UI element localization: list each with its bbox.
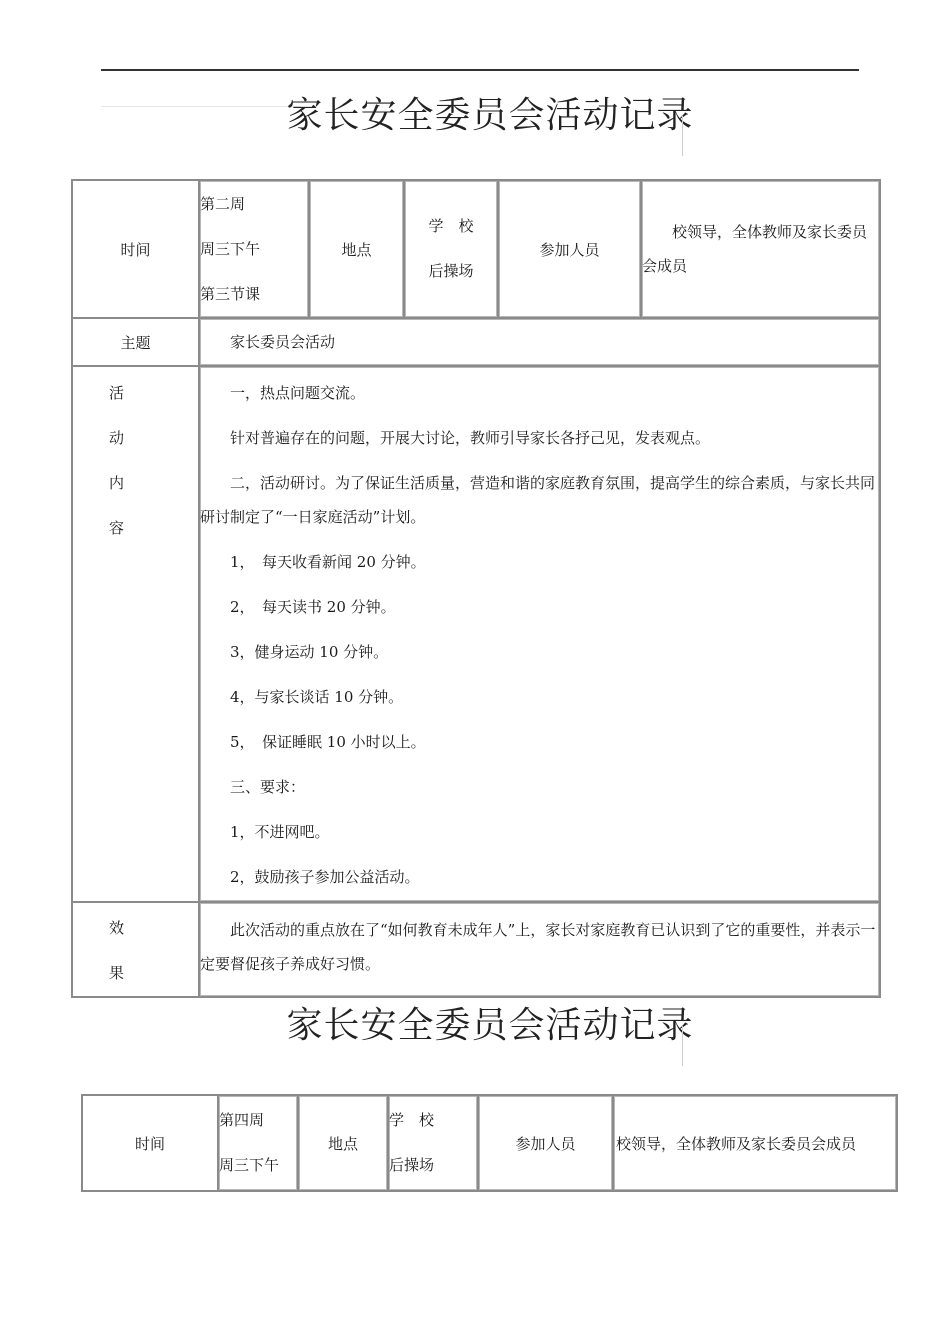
- place-line: 学 校: [428, 217, 474, 235]
- content-paragraph: 2，鼓励孩子参加公益活动。: [230, 868, 420, 886]
- content-paragraph: 一，热点问题交流。: [230, 384, 366, 402]
- time-line: 第四周: [219, 1111, 265, 1129]
- participants-label: 参加人员: [478, 1095, 613, 1191]
- content-paragraph: 2， 每天读书 20 分钟。: [230, 598, 396, 616]
- effect-text: 此次活动的重点放在了“如何教育未成年人”上，家长对家庭教育已认识到了它的重要性，并表示一定要督促孩子养成好习惯。: [200, 921, 876, 973]
- title-cursor-mark: [682, 116, 683, 156]
- participants-text: 校领导，全体教师及家长委员会成员: [642, 223, 868, 275]
- place-line: 学 校: [389, 1111, 435, 1129]
- content-value: [199, 366, 880, 902]
- place-value: [388, 1095, 478, 1191]
- second-activity-record-table: [81, 1094, 898, 1192]
- time-value: [218, 1095, 298, 1191]
- title-cursor-mark: [682, 1026, 683, 1066]
- place-label: 地点: [298, 1095, 388, 1191]
- content-paragraph: 5， 保证睡眠 10 小时以上。: [230, 733, 426, 751]
- participants-value: 校领导，全体教师及家长委员会成员: [613, 1095, 897, 1191]
- place-label: 地点: [309, 180, 404, 318]
- theme-text: 家长委员会活动: [230, 332, 336, 351]
- participants-label: 参加人员: [498, 180, 641, 318]
- content-label-char: 内: [109, 474, 125, 492]
- effect-value: [199, 902, 880, 997]
- time-label: 时间: [82, 1095, 218, 1191]
- content-label-char: 容: [109, 519, 125, 537]
- activity-record-table: [71, 179, 881, 998]
- content-paragraph: 1，不进网吧。: [230, 823, 330, 841]
- time-label: 时间: [72, 180, 199, 318]
- time-value: [199, 180, 309, 318]
- time-line: 周三下午: [200, 239, 261, 258]
- page-title: 家长安全委员会活动记录: [286, 95, 694, 136]
- effect-label-char: 效: [109, 919, 125, 937]
- content-paragraph: 二，活动研讨。为了保证生活质量，营造和谐的家庭教育氛围，提高学生的综合素质，与家长共同研讨制定了“一日家庭活动”计划。: [200, 474, 876, 526]
- time-line: 第二周: [200, 194, 246, 213]
- content-label: [72, 366, 199, 902]
- effect-label-char: 果: [109, 964, 125, 982]
- time-line: 周三下午: [219, 1156, 280, 1174]
- time-line: 第三节课: [200, 284, 261, 303]
- content-label-char: 活: [109, 384, 125, 402]
- place-line: 后操场: [389, 1156, 435, 1174]
- content-paragraph: 针对普遍存在的问题，开展大讨论，教师引导家长各抒己见，发表观点。: [230, 429, 711, 447]
- header-rule: [101, 69, 859, 71]
- theme-value: [199, 318, 880, 366]
- theme-label: 主题: [72, 318, 199, 366]
- place-line: 后操场: [428, 262, 474, 280]
- content-paragraph: 4，与家长谈话 10 分钟。: [230, 688, 404, 706]
- content-paragraph: 1， 每天收看新闻 20 分钟。: [230, 553, 426, 571]
- participants-value: [641, 180, 880, 318]
- place-value: [404, 180, 498, 318]
- content-label-char: 动: [109, 429, 125, 447]
- second-page-title: 家长安全委员会活动记录: [286, 1005, 694, 1046]
- content-paragraph: 三、要求：: [230, 778, 306, 796]
- effect-label: [72, 902, 199, 997]
- content-paragraph: 3，健身运动 10 分钟。: [230, 643, 389, 661]
